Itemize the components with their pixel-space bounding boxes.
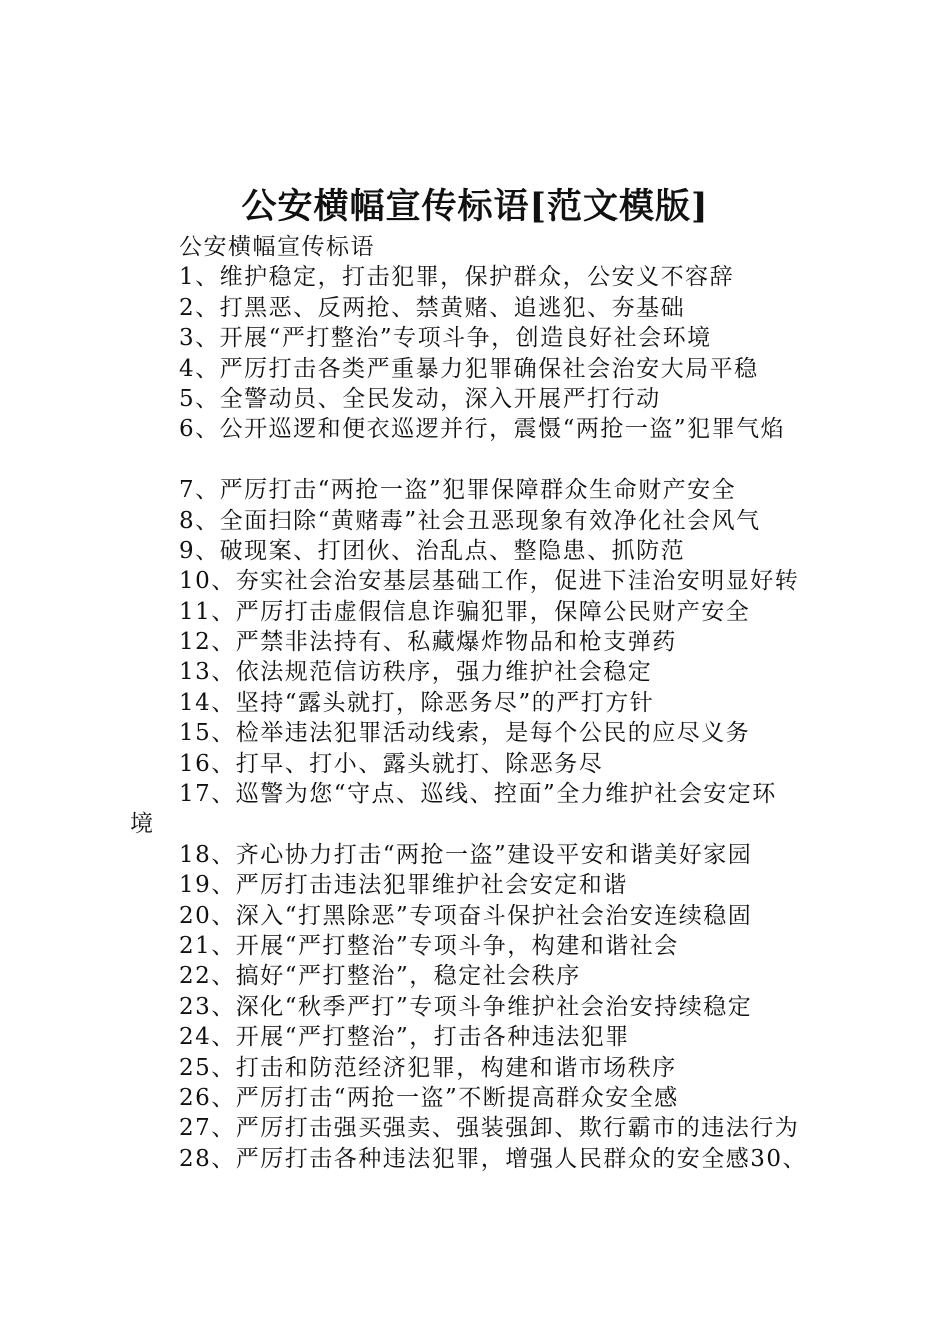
text-line: 9、破现案、打团伙、治乱点、整隐患、抓防范 <box>179 537 686 564</box>
text-line: 11、严厉打击虚假信息诈骗犯罪，保障公民财产安全 <box>179 598 751 625</box>
text-line: 10、夯实社会治安基层基础工作，促进下洼治安明显好转 <box>179 568 800 595</box>
document-title: 公安横幅宣传标语[范文模版] <box>241 186 709 227</box>
text-line: 12、严禁非法持有、私藏爆炸物品和枪支弹药 <box>179 629 677 656</box>
text-line: 15、检举违法犯罪活动线索，是每个公民的应尽义务 <box>179 720 751 747</box>
text-line: 25、打击和防范经济犯罪，构建和谐市场秩序 <box>179 1054 677 1081</box>
text-line: 22、搞好“严打整治”，稳定社会秩序 <box>179 963 581 990</box>
text-line: 2、打黑恶、反两抢、禁黄赌、追逃犯、夯基础 <box>179 294 686 321</box>
text-line: 8、全面扫除“黄赌毒”社会丑恶现象有效净化社会风气 <box>179 507 761 534</box>
text-line: 公安横幅宣传标语 <box>179 234 375 260</box>
text-line: 1、维护稳定，打击犯罪，保护群众，公安义不容辞 <box>179 264 735 291</box>
text-line: 3、开展“严打整治”专项斗争，创造良好社会环境 <box>179 325 712 352</box>
text-line: 14、坚持“露头就打，除恶务尽”的严打方针 <box>179 689 655 716</box>
text-line: 境 <box>130 811 155 838</box>
text-line: 4、严厉打击各类严重暴力犯罪确保社会治安大局平稳 <box>179 355 759 382</box>
text-line: 28、严厉打击各种违法犯罪，增强人民群众的安全感30、 <box>179 1145 808 1172</box>
text-line: 21、开展“严打整治”专项斗争，构建和谐社会 <box>179 932 679 959</box>
text-line: 13、依法规范信访秩序，强力维护社会稳定 <box>179 659 653 686</box>
text-line: 18、齐心协力打击“两抢一盗”建设平安和谐美好家园 <box>179 841 753 868</box>
document-body <box>130 232 910 1174</box>
text-line: 6、公开巡逻和便衣巡逻并行，震慑“两抢一盗”犯罪气焰 <box>179 416 786 443</box>
text-line: 27、严厉打击强买强卖、强装强卸、欺行霸市的违法行为 <box>179 1115 800 1142</box>
text-line: 23、深化“秋季严打”专项斗争维护社会治安持续稳定 <box>179 993 753 1020</box>
text-line: 5、全警动员、全民发动，深入开展严打行动 <box>179 385 661 412</box>
blank-line <box>130 445 910 475</box>
text-line: 20、深入“打黑除恶”专项奋斗保护社会治安连续稳固 <box>179 902 753 929</box>
text-line: 7、严厉打击“两抢一盗”犯罪保障群众生命财产安全 <box>179 477 737 504</box>
text-line: 24、开展“严打整治”，打击各种违法犯罪 <box>179 1024 630 1051</box>
text-line: 26、严厉打击“两抢一盗”不断提高群众安全感 <box>179 1084 679 1111</box>
text-line: 17、巡警为您“守点、巡线、控面”全力维护社会安定环 <box>179 781 777 808</box>
text-line: 16、打早、打小、露头就打、除恶务尽 <box>179 750 604 777</box>
text-line: 19、严厉打击违法犯罪维护社会安定和谐 <box>179 872 628 899</box>
